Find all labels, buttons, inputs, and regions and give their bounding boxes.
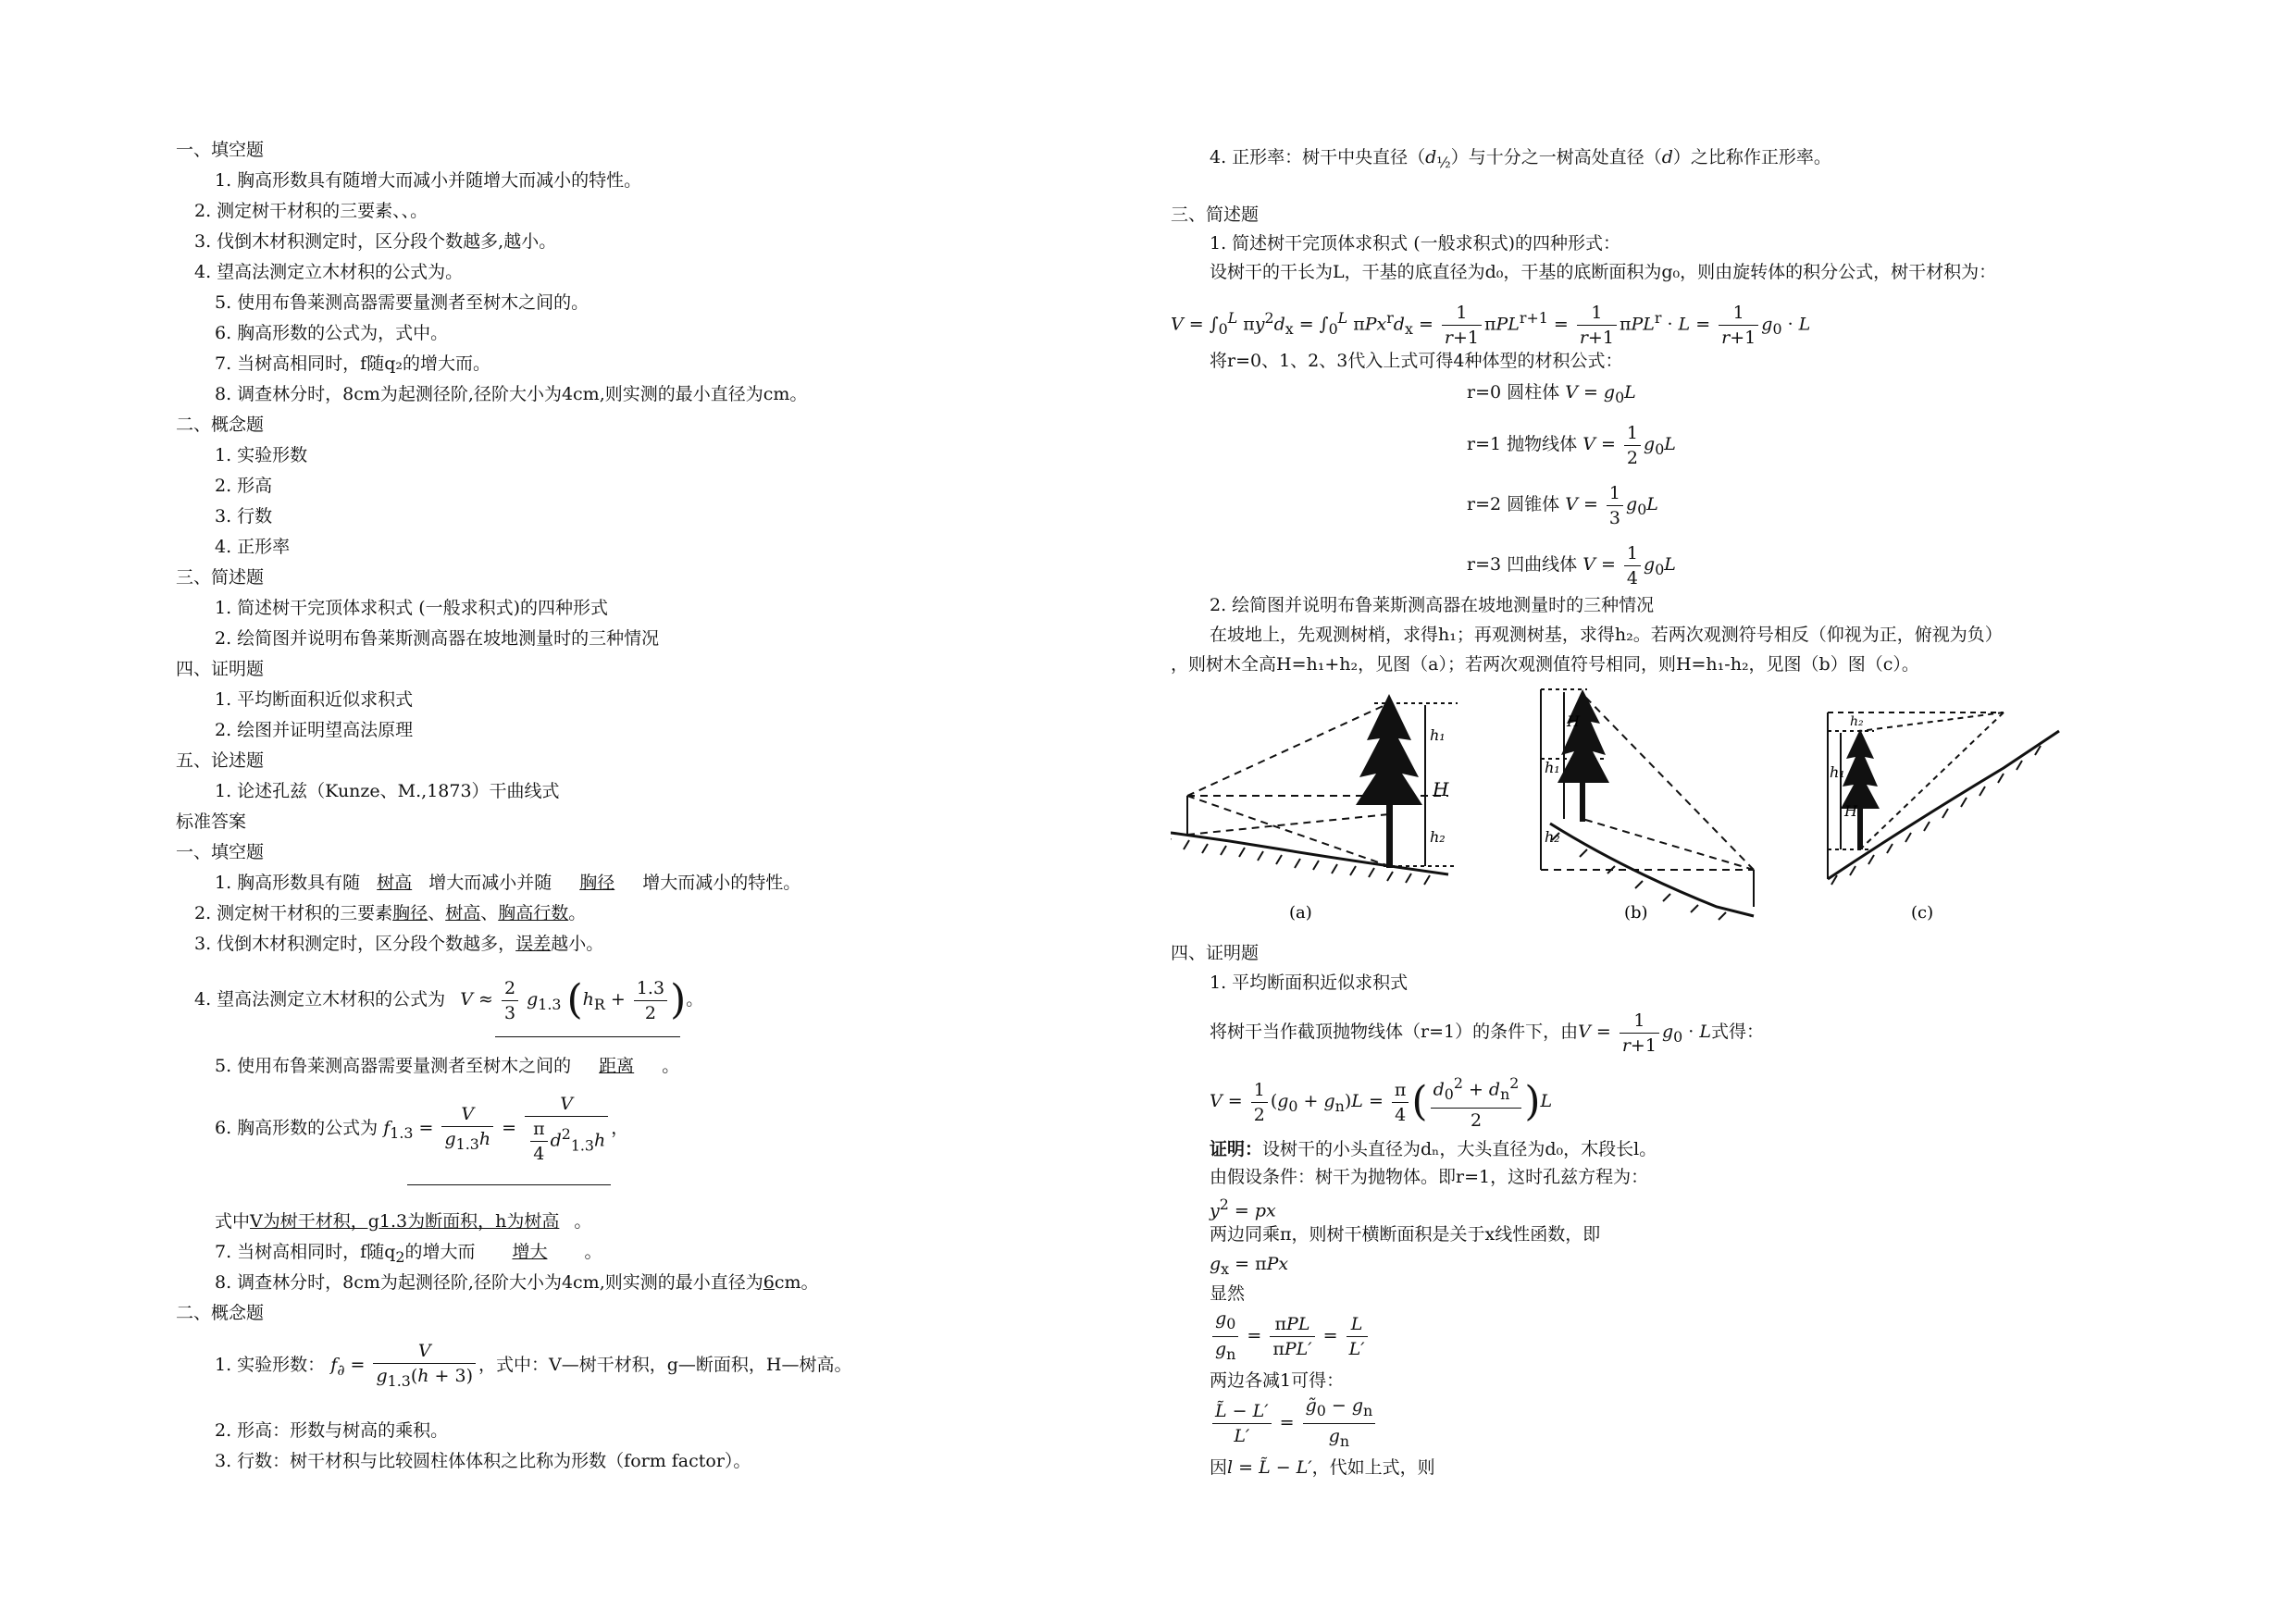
figure-a (1171, 694, 1458, 923)
answer-line: 2. 绘简图并说明布鲁莱斯测高器在坡地测量时的三种情况 (1210, 595, 1655, 615)
svg-text:h₁: h₁ (1545, 759, 1560, 776)
answer-line: 3. 伐倒木材积测定时，区分段个数越多，误差越小。 (194, 934, 604, 954)
question-line: 3. 伐倒木材积测定时，区分段个数越多,越小。 (194, 231, 557, 252)
section-heading: 三、简述题 (1171, 204, 1260, 225)
answer-line: 式中V为树干材积，g1.3为断面积，h为树高 。 (215, 1211, 592, 1232)
question-line: 5. 使用布鲁莱测高器需要量测者至树木之间的。 (215, 292, 590, 313)
formula-r2: r=2 圆锥体 V = $\frac{1}{3}$ $g_0L$ (1467, 482, 1658, 528)
answer-line: 2. 测定树干材积的三要素胸径、树高、胸高行数。 (194, 903, 587, 923)
question-line: 2. 形高 (215, 476, 273, 496)
answer-formula-line: 6. 胸高形数的公式为 $f_{1.3}$ = $\frac{V}{g_{1.3}h}$ = V $\frac{\pi}{4}$ $d^2_{1.3}h$ ， (215, 1094, 629, 1164)
answer-line: 8. 调查林分时，8cm为起测径阶,径阶大小为4cm,则实测的最小直径为6cm。 (215, 1272, 819, 1293)
svg-text:(b): (b) (1624, 903, 1648, 923)
answer-line: 两边各减1可得： (1210, 1370, 1345, 1391)
answer-line: 证明：设树干的小头直径为dₙ，大头直径为d₀，木段长l。 (1210, 1139, 1657, 1159)
answer-formula-line: 将树干当作截顶抛物线体（r=1）的条件下，由V = $\frac{1}{r+1}$ $g_0 \cdot L$式得： (1210, 1010, 1764, 1056)
formula-r3: r=3 凹曲线体 V = $\frac{1}{4}$ $g_0L$ (1467, 542, 1676, 588)
svg-text:h₂: h₂ (1430, 828, 1446, 846)
hypsometer-figure (1171, 685, 2124, 935)
question-line: 4. 正形率 (215, 537, 291, 557)
svg-text:(a): (a) (1289, 903, 1312, 923)
answer-line: 1. 平均断面积近似求积式 (1210, 973, 1409, 993)
answer-line: 设树干的干长为L，干基的底直径为d₀，干基的底断面积为g₀，则由旋转体的积分公式，树干材积为： (1210, 262, 1997, 282)
question-line: 8. 调查林分时，8cm为起测径阶,径阶大小为4cm,则实测的最小直径为cm。 (215, 384, 808, 404)
answer-line: 1. 简述树干完顶体求积式 (一般求积式)的四种形式： (1210, 233, 1621, 254)
question-line: 1. 论述孔兹（Kunze、M.,1873）干曲线式 (215, 781, 560, 801)
section-heading: 四、证明题 (176, 659, 265, 679)
answer-line: 5. 使用布鲁莱测高器需要量测者至树木之间的 距离 。 (215, 1056, 680, 1076)
answer-line: 1. 胸高形数具有随 树高 增大而减小并随 胸径 增大而减小的特性。 (215, 873, 801, 893)
question-line: 1. 实验形数 (215, 445, 308, 465)
svg-text:h₂: h₂ (1545, 828, 1560, 846)
formula-line: $g_x = \pi Px$ (1210, 1254, 1289, 1278)
svg-text:h₁: h₁ (1430, 726, 1446, 744)
answer-line: 由假设条件：树干为抛物体。即r=1，这时孔兹方程为： (1210, 1167, 1649, 1187)
svg-text:h₁: h₁ (1830, 763, 1845, 781)
formula-line: $\frac{g_0}{g_n}$ = $\frac{\text{πPL}}{\text{πPL′}}$ = $\frac{L}{L'}$ (1210, 1307, 1371, 1367)
formula-rule (407, 1184, 611, 1185)
section-heading: 五、论述题 (176, 750, 265, 771)
question-line: 6. 胸高形数的公式为，式中。 (215, 323, 449, 343)
svg-text:H: H (1433, 778, 1449, 800)
answer-line: 显然 (1210, 1283, 1246, 1304)
svg-text:(c): (c) (1911, 903, 1934, 923)
section-heading: 一、填空题 (176, 140, 265, 160)
formula-rule (495, 1036, 680, 1037)
question-line: 2. 绘简图并说明布鲁莱斯测高器在坡地测量时的三种情况 (215, 628, 660, 649)
question-line: 4. 望高法测定立木材积的公式为。 (194, 262, 464, 282)
answer-line: 4. 正形率：树干中央直径$(d_{\frac{1}{2}})$与十分之一树高处直径（d）之比称作正形率。 (1210, 147, 1831, 171)
figure-b (1541, 689, 1754, 923)
section-heading: 三、简述题 (176, 567, 265, 588)
answer-line: 2. 形高：形数与树高的乘积。 (215, 1420, 449, 1441)
formula-line: $y^2$ = px (1210, 1196, 1276, 1221)
section-heading: 二、概念题 (176, 415, 265, 435)
answer-formula-line: 4. 望高法测定立木材积的公式为 V ≈ $\frac{2}{3}$ $g_{1.3}$ ($h_R$ + $\frac{1.3}{2}$ )。 (194, 976, 704, 1023)
volume-formula: $V = \int_0^L$ $\pi y^2d_x = \int_0^L$ $\pi Px^rd_x$ = $\frac{1}{r+1}$ πPL$^{r+1}$ = $\frac{1}{r+1}$ πPL$^r$ · L = $\frac{1}{r+1}$ $g_0 \cdot L$ (1171, 302, 1811, 348)
answer-heading: 标准答案 (176, 812, 247, 832)
svg-text:H: H (1567, 712, 1580, 730)
section-heading: 四、证明题 (1171, 943, 1260, 963)
formula-line: $\frac{L̃ - L'}{L'}$ = $\frac{g̃_0 - g_n}{g_n}$ (1210, 1394, 1378, 1454)
figure-c (1828, 712, 2059, 923)
svg-text:H: H (1844, 802, 1857, 820)
question-line: 2. 测定树干材积的三要素、、。 (194, 201, 428, 221)
question-line: 3. 行数 (215, 506, 273, 527)
formula-r1: r=1 抛物线体 V = $\frac{1}{2}$ $g_0L$ (1467, 422, 1676, 468)
question-line: 1. 胸高形数具有随增大而减小并随增大而减小的特性。 (215, 170, 642, 191)
section-heading: 二、概念题 (176, 1303, 265, 1323)
formula-r0: r=0 圆柱体 $V = g_0L$ (1467, 382, 1636, 406)
svg-text:h₂: h₂ (1850, 714, 1864, 729)
question-line: 1. 平均断面积近似求积式 (215, 689, 414, 710)
question-line: 7. 当树高相同时，f随q₂的增大而。 (215, 353, 490, 374)
mean-area-formula: V = $\frac{1}{2}$ $(g_0 + g_n)L$ = $\frac{\pi}{4}$ ( $\frac{d_0^2 + d_n^2}{2}$ )L (1210, 1069, 1552, 1139)
answer-line: 因l = L̃ − L′，代如上式，则 (1210, 1457, 1435, 1478)
answer-line: 在坡地上，先观测树梢，求得h₁；再观测树基，求得h₂。若两次观测符号相反（仰视为正，俯视为负） (1210, 625, 2003, 645)
section-heading: 一、填空题 (176, 842, 265, 862)
answer-formula-line: 1. 实验形数： $f_\partial$ = $\frac{V}{g_{1.3}(h + 3)}$ ，式中：V—树干材积，g—断面积，H—树高。 (215, 1340, 852, 1390)
answer-line: 3. 行数：树干材积与比较圆柱体体积之比称为形数（form factor）。 (215, 1451, 751, 1471)
question-line: 2. 绘图并证明望高法原理 (215, 720, 414, 740)
question-line: 1. 简述树干完顶体求积式 (一般求积式)的四种形式 (215, 598, 609, 618)
answer-line: 两边同乘π，则树干横断面积是关于x线性函数，即 (1210, 1224, 1601, 1245)
answer-line: 7. 当树高相同时，f随$q_2$的增大而 增大 。 (215, 1242, 602, 1266)
answer-line: ，则树木全高H=h₁+h₂，见图（a）；若两次观测值符号相同，则H=h₁-h₂，见图（b）图（c）。 (1171, 654, 1919, 675)
answer-line: 将r=0、1、2、3代入上式可得4种体型的材积公式： (1210, 351, 1623, 371)
